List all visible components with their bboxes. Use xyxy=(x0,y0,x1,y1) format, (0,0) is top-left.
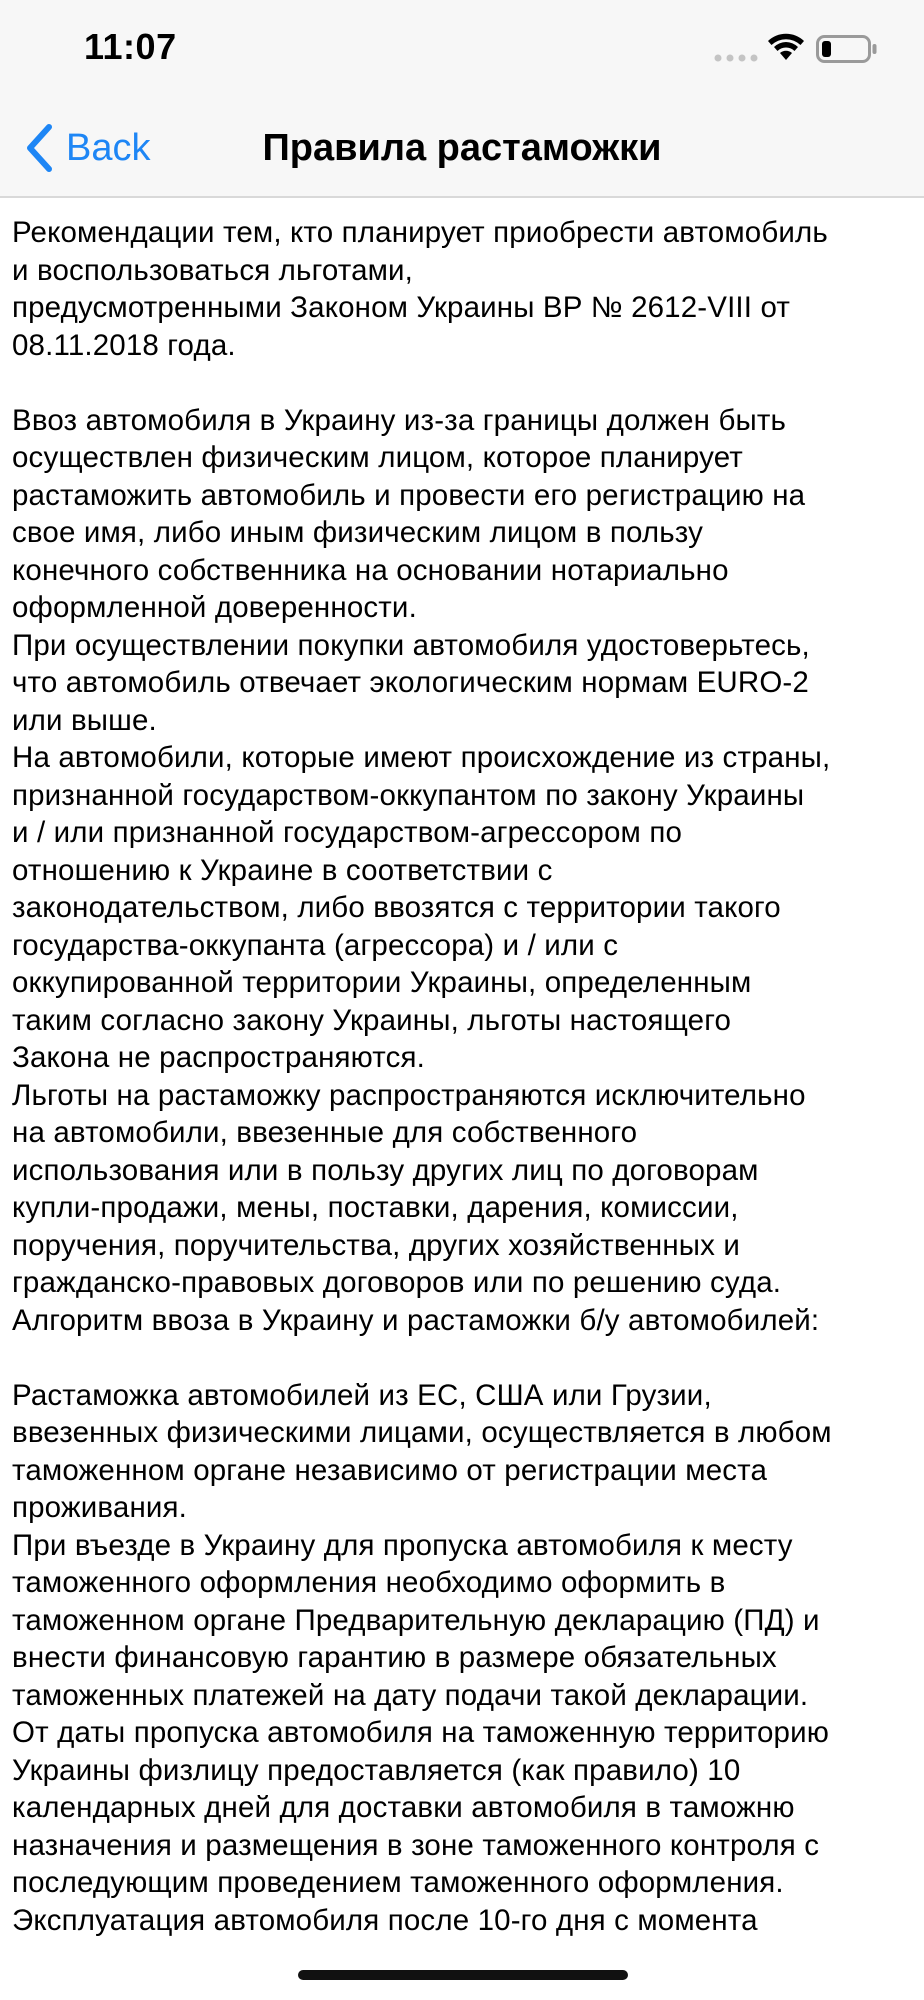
navigation-bar xyxy=(0,100,924,198)
text-line: последующим проведением таможенного оформления. xyxy=(12,1866,784,1899)
text-line: признанной государством-оккупантом по закону Украины xyxy=(12,778,805,812)
wifi-icon xyxy=(766,32,806,62)
page-title: Правила растаможки xyxy=(262,127,662,169)
text-line: Украины физлицу предоставляется (как правило) 10 xyxy=(12,1753,741,1787)
text-line: таможенных платежей на дату подачи такой декларации. xyxy=(12,1678,809,1712)
text-line: календарных дней для доставки автомобиля в таможню xyxy=(12,1791,795,1824)
text-line: осуществлен физическим лицом, которое планирует xyxy=(12,441,743,474)
text-line: Закона не распространяются. xyxy=(12,1041,425,1074)
paragraph xyxy=(12,1377,916,1940)
text-line: или выше. xyxy=(12,703,157,737)
text-line: Алгоритм ввоза в Украину и растаможки б/у автомобилей: xyxy=(12,1303,820,1337)
cellular-signal-icon xyxy=(714,54,758,62)
paragraph xyxy=(12,402,916,1340)
text-line: 08.11.2018 года. xyxy=(12,328,236,362)
text-line: Льготы на растаможку распространяются исключительно xyxy=(12,1078,806,1112)
text-line: гражданско-правовых договоров или по решению суда. xyxy=(12,1266,782,1299)
text-line: ввезенных физическими лицами, осуществляется в любом xyxy=(12,1416,832,1449)
text-line: на автомобили, ввезенные для собственного xyxy=(12,1116,638,1149)
text-line: использования или в пользу других лиц по договорам xyxy=(12,1153,759,1187)
text-line: Эксплуатация автомобиля после 10-го дня с момента xyxy=(12,1903,758,1937)
text-line: свое имя, либо иным физическим лицом в пользу xyxy=(12,516,704,549)
text-line: При въезде в Украину для пропуска автомобиля к месту xyxy=(12,1528,793,1562)
chevron-left-icon xyxy=(24,123,54,173)
text-line: При осуществлении покупки автомобиля удостоверьтесь, xyxy=(12,628,810,662)
text-line: Ввоз автомобиля в Украину из-за границы должен быть xyxy=(12,403,787,437)
text-line: назначения и размещения в зоне таможенного контроля с xyxy=(12,1828,820,1862)
text-line: что автомобиль отвечает экологическим нормам EURO-2 xyxy=(12,666,809,699)
text-line: проживания. xyxy=(12,1491,188,1524)
text-line: оформленной доверенности. xyxy=(12,591,417,624)
text-line: поручения, поручительства, других хозяйственных и xyxy=(12,1228,741,1262)
text-line: таможенном органе Предварительную декларацию (ПД) и xyxy=(12,1603,820,1637)
text-line: Рекомендации тем, кто планирует приобрести автомобиль xyxy=(12,216,828,249)
paragraph xyxy=(12,214,916,364)
text-line: От даты пропуска автомобиля на таможенную территорию xyxy=(12,1716,829,1749)
text-line: купли-продажи, мены, поставки, дарения, комиссии, xyxy=(12,1191,739,1224)
text-line: и воспользоваться льготами, xyxy=(12,253,414,287)
home-indicator[interactable] xyxy=(298,1970,628,1980)
battery-icon xyxy=(816,34,878,64)
paragraph-spacer xyxy=(12,1339,916,1377)
text-line: конечного собственника на основании нотариально xyxy=(12,553,729,587)
text-line: таможенного оформления необходимо оформить в xyxy=(12,1566,726,1599)
back-label: Back xyxy=(66,126,151,169)
rules-text xyxy=(12,214,916,1939)
text-line: На автомобили, которые имеют происхождение из страны, xyxy=(12,741,831,774)
text-line: таким согласно закону Украины, льготы настоящего xyxy=(12,1003,732,1037)
text-line: государства-оккупанта (агрессора) и / или с xyxy=(12,928,619,962)
text-line: оккупированной территории Украины, определенным xyxy=(12,966,752,999)
text-line: Растаможка автомобилей из ЕС, США или Грузии, xyxy=(12,1378,712,1412)
status-bar xyxy=(0,0,924,100)
text-line: растаможить автомобиль и провести его регистрацию на xyxy=(12,478,806,512)
text-line: законодательством, либо ввозятся с территории такого xyxy=(12,891,781,924)
text-line: внести финансовую гарантию в размере обязательных xyxy=(12,1641,777,1674)
text-line: таможенном органе независимо от регистрации места xyxy=(12,1453,768,1487)
status-time: 11:07 xyxy=(84,26,177,67)
text-line: отношению к Украине в соответствии с xyxy=(12,853,553,887)
text-line: предусмотренными Законом Украины ВР № 2612-VIII от xyxy=(12,291,791,324)
text-line: и / или признанной государством-агрессором по xyxy=(12,816,682,849)
paragraph-spacer xyxy=(12,364,916,402)
back-button[interactable] xyxy=(24,120,150,176)
